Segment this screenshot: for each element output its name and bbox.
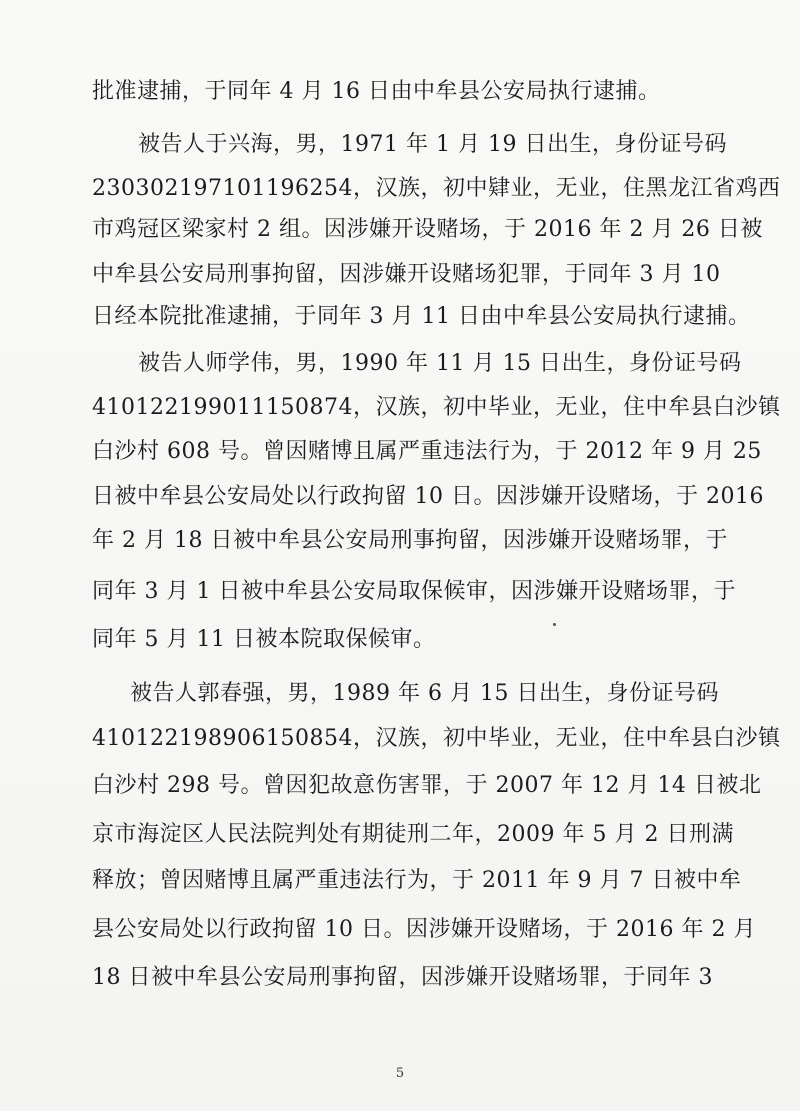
text-line-15: 410122198906150854，汉族，初中毕业，无业，住中牟县白沙镇 <box>92 726 781 751</box>
text-line-19: 县公安局处以行政拘留 10 日。因涉嫌开设赌场，于 2016 年 2 月 <box>92 917 756 942</box>
page-number: 5 <box>395 1066 405 1081</box>
stray-mark <box>553 623 556 626</box>
text-line-14: 被告人郭春强，男，1989 年 6 月 15 日出生，身份证号码 <box>130 681 719 706</box>
text-line-10: 日被中牟县公安局处以行政拘留 10 日。因涉嫌开设赌场，于 2016 <box>92 484 764 509</box>
text-line-3: 230302197101196254，汉族，初中肄业，无业，住黑龙江省鸡西 <box>92 176 781 201</box>
text-line-17: 京市海淀区人民法院判处有期徒刑二年，2009 年 5 月 2 日刑满 <box>92 822 734 847</box>
text-line-20: 18 日被中牟县公安局刑事拘留，因涉嫌开设赌场罪，于同年 3 <box>92 965 713 990</box>
text-line-2: 被告人于兴海，男，1971 年 1 月 19 日出生，身份证号码 <box>138 132 727 157</box>
text-line-4: 市鸡冠区梁家村 2 组。因涉嫌开设赌场，于 2016 年 2 月 26 日被 <box>92 217 763 242</box>
text-line-8: 410122199011150874，汉族，初中毕业，无业，住中牟县白沙镇 <box>92 395 781 420</box>
text-line-11: 年 2 月 18 日被中牟县公安局刑事拘留，因涉嫌开设赌场罪，于 <box>92 528 728 553</box>
text-line-6: 日经本院批准逮捕，于同年 3 月 11 日由中牟县公安局执行逮捕。 <box>92 304 751 329</box>
text-line-7: 被告人师学伟，男，1990 年 11 月 15 日出生，身份证号码 <box>138 351 742 376</box>
text-line-18: 释放；曾因赌博且属严重违法行为，于 2011 年 9 月 7 日被中牟 <box>92 868 742 893</box>
text-line-9: 白沙村 608 号。曾因赌博且属严重违法行为，于 2012 年 9 月 25 <box>92 439 762 464</box>
text-line-1: 批准逮捕，于同年 4 月 16 日由中牟县公安局执行逮捕。 <box>92 79 661 104</box>
text-line-13: 同年 5 月 11 日被本院取保候审。 <box>92 627 436 652</box>
text-line-5: 中牟县公安局刑事拘留，因涉嫌开设赌场犯罪，于同年 3 月 10 <box>92 262 721 287</box>
text-line-12: 同年 3 月 1 日被中牟县公安局取保候审，因涉嫌开设赌场罪，于 <box>92 579 736 604</box>
text-line-16: 白沙村 298 号。曾因犯故意伤害罪，于 2007 年 12 月 14 日被北 <box>92 773 762 798</box>
